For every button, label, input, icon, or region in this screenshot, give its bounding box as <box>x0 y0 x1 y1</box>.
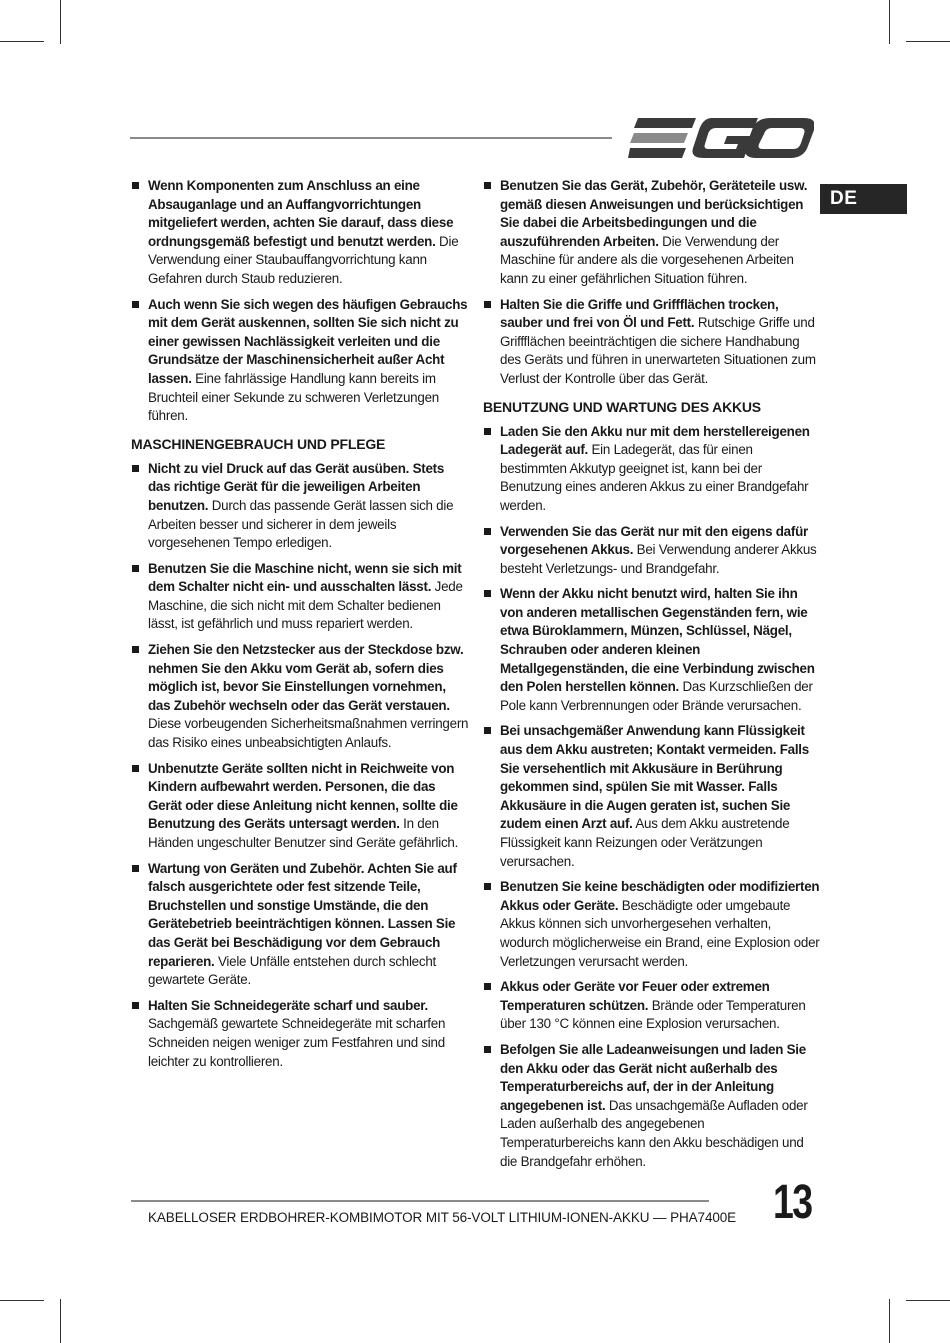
item-text: Ein Ladegerät, das für einen bestimmten Akkutyp geeignet ist, kann bei der Benutzung eines anderen Akkus zu einer Brandgefahr werden. <box>500 442 809 513</box>
item-bold-text: Nicht zu viel Druck auf das Gerät ausüben. Stets das richtige Gerät für die jeweiligen Arbeiten benutzen. <box>148 460 445 513</box>
square-bullet-icon <box>484 528 491 535</box>
square-bullet-icon <box>132 565 139 572</box>
square-bullet-icon <box>484 182 491 189</box>
item-bold-text: Halten Sie Schneidegeräte scharf und sauber. <box>148 997 428 1013</box>
item-bold-text: Laden Sie den Akku nur mit dem herstellereigenen Ladegerät auf. <box>500 423 810 458</box>
item-text: Diese vorbeugenden Sicherheitsmaßnahmen verringern das Risiko eines unbeabsichtigten Anlaufs. <box>148 716 469 751</box>
item-text: Rutschige Griffe und Griffflächen beeinträchtigen die sichere Handhabung des Geräts und führen in unerwarteten Situationen zum Verlust der Kontrolle über das Gerät. <box>500 315 816 386</box>
item-text: Sachgemäß gewartete Schneidegeräte mit scharfen Schneiden neigen weniger zum Festfahren und sind leichter zu kontrollieren. <box>148 1016 446 1069</box>
list-item <box>483 722 821 871</box>
right-column <box>483 177 821 1178</box>
list-item <box>483 878 821 971</box>
logo-o <box>745 118 814 158</box>
square-bullet-icon <box>132 646 139 653</box>
item-bold-text: Wenn Komponenten zum Anschluss an eine Absauganlage und an Auffangvorrichtungen mitgeliefert werden, achten Sie darauf, dass diese ordnungsgemäß befestigt und benutzt werden. <box>148 178 454 249</box>
list-item <box>131 641 469 753</box>
crop-mark <box>889 0 890 44</box>
item-text: Beschädigte oder umgebaute Akkus können sich unvorhergesehen verhalten, wodurch möglicherweise ein Brand, eine Explosion oder Verletzungen verursacht werden. <box>500 897 820 969</box>
square-bullet-icon <box>484 301 491 308</box>
item-bold-text: Wartung von Geräten und Zubehör. Achten Sie auf falsch ausgerichtete oder fest sitzende Teile, Bruchstellen und sonstige Umstände, die den Gerätebetrieb beeinträchtigen können. Lassen Sie das Gerät bei Beschädigung vor dem Gebrauch reparieren. <box>148 860 457 969</box>
logo-e-bar <box>630 133 688 143</box>
crop-mark <box>889 1299 890 1343</box>
ego-logo <box>628 116 814 160</box>
item-bold-text: Halten Sie die Griffe und Griffflächen trocken, sauber und frei von Öl und Fett. <box>500 296 779 331</box>
list-item <box>483 177 821 289</box>
square-bullet-icon <box>484 883 491 890</box>
language-tab: DE <box>820 184 907 214</box>
item-text: Das unsachgemäße Aufladen oder Laden außerhalb des angegebenen Temperaturbereichs kann den Akku beschädigen und die Brandgefahr erhöhen. <box>500 1097 808 1169</box>
list-item <box>131 560 469 634</box>
item-bold-text: Ziehen Sie den Netzstecker aus der Steckdose bzw. nehmen Sie den Akku vom Gerät ab, sofern dies möglich ist, bevor Sie Einstellungen vornehmen, das Zubehör wechseln oder das Gerät verstauen. <box>148 642 464 713</box>
item-text: Durch das passende Gerät lassen sich die Arbeiten besser und sicherer in dem jeweils vorgesehenen Tempo erledigen. <box>148 497 454 551</box>
square-bullet-icon <box>132 1002 139 1009</box>
bullet-list <box>483 423 821 1172</box>
item-text: Das Kurzschließen der Pole kann Verbrennungen oder Brände verursachen. <box>500 679 813 713</box>
item-bold-text: Benutzen Sie keine beschädigten oder modifizierten Akkus oder Geräte. <box>500 879 820 913</box>
crop-mark <box>0 41 44 42</box>
crop-mark <box>60 1299 61 1343</box>
item-bold-text: Auch wenn Sie sich wegen des häufigen Gebrauchs mit dem Gerät auskennen, sollten Sie sich nicht zu einer gewissen Nachlässigkeit verleiten und die Grundsätze der Maschinensicherheit außer Acht lassen. <box>148 296 468 386</box>
list-item <box>131 760 469 853</box>
header-rule <box>130 137 612 139</box>
list-item <box>131 997 469 1071</box>
logo-text: EGO <box>628 116 631 117</box>
item-text: Viele Unfälle entstehen durch schlecht gewartete Geräte. <box>148 953 436 988</box>
logo-e-bar <box>628 148 686 158</box>
crop-mark <box>906 41 950 42</box>
item-text: Jede Maschine, die sich nicht mit dem Schalter bedienen lässt, ist gefährlich und muss repariert werden. <box>148 579 463 632</box>
item-bold-text: Bei unsachgemäßer Anwendung kann Flüssigkeit aus dem Akku austreten; Kontakt vermeiden. Falls Sie versehentlich mit Akkusäure in Berührung gekommen sind, spülen Sie mit Wasser. Falls Akkusäure in die Augen geraten ist, suchen Sie zudem einen Arzt auf. <box>500 723 809 832</box>
list-item <box>483 978 821 1034</box>
item-text: In den Händen ungeschulter Benutzer sind Geräte gefährlich. <box>148 816 459 850</box>
square-bullet-icon <box>132 765 139 772</box>
item-bold-text: Verwenden Sie das Gerät nur mit den eigens dafür vorgesehenen Akkus. <box>500 523 808 558</box>
square-bullet-icon <box>132 182 139 189</box>
bullet-list <box>131 177 469 426</box>
item-bold-text: Wenn der Akku nicht benutzt wird, halten Sie ihn von anderen metallischen Gegenständen fern, wie etwa Büroklammern, Münzen, Schlüssel, Nägel, Schrauben oder anderen kleinen Metallgegenständen, die eine Verbindung zwischen den Polen herstellen können. <box>500 586 815 695</box>
crop-mark <box>60 0 61 44</box>
footer-title: KABELLOSER ERDBOHRER-KOMBIMOTOR MIT 56-VOLT LITHIUM-IONEN-AKKU — PHA7400E <box>148 1210 737 1225</box>
list-item <box>131 460 469 553</box>
list-item <box>483 585 821 715</box>
square-bullet-icon <box>484 590 491 597</box>
square-bullet-icon <box>484 983 491 990</box>
square-bullet-icon <box>484 1046 491 1053</box>
page-number: 13 <box>773 1176 812 1229</box>
list-item <box>483 1041 821 1171</box>
list-item <box>131 177 469 289</box>
list-item <box>131 296 469 426</box>
list-item <box>483 296 821 389</box>
square-bullet-icon <box>132 301 139 308</box>
item-text: Bei Verwendung anderer Akkus besteht Verletzungs- und Brandgefahr. <box>500 542 817 576</box>
list-item <box>483 523 821 579</box>
square-bullet-icon <box>132 865 139 872</box>
item-text: Eine fahrlässige Handlung kann bereits im Bruchteil einer Sekunde zu schweren Verletzungen führen. <box>148 370 439 424</box>
left-column <box>131 177 469 1078</box>
section-heading: MASCHINENGEBRAUCH UND PFLEGE <box>131 435 386 452</box>
item-text: Aus dem Akku austretende Flüssigkeit kann Reizungen oder Verätzungen verursachen. <box>500 816 790 869</box>
crop-mark <box>906 1300 950 1301</box>
square-bullet-icon <box>484 428 491 435</box>
logo-e-bar <box>634 118 696 128</box>
item-text: Brände oder Temperaturen über 130 °C können eine Explosion verursachen. <box>500 997 806 1032</box>
item-bold-text: Unbenutzte Geräte sollten nicht in Reichweite von Kindern aufbewahrt werden. Personen, die das Gerät oder diese Anleitung nicht kennen, sollte die Benutzung des Geräts untersagt werden. <box>148 760 458 832</box>
square-bullet-icon <box>132 465 139 472</box>
section-heading: BENUTZUNG UND WARTUNG DES AKKUS <box>483 398 761 415</box>
item-bold-text: Benutzen Sie die Maschine nicht, wenn sie sich mit dem Schalter nicht ein- und ausschalten lässt. <box>148 560 462 595</box>
list-item <box>483 423 821 516</box>
item-text: Die Verwendung der Maschine für andere als die vorgesehenen Arbeiten kann zu einer gefährlichen Situation führen. <box>500 233 794 286</box>
bullet-list <box>483 177 821 389</box>
list-item <box>131 860 469 990</box>
square-bullet-icon <box>484 727 491 734</box>
bullet-list <box>131 460 469 1071</box>
item-bold-text: Benutzen Sie das Gerät, Zubehör, Geräteteile usw. gemäß diesen Anweisungen und berücksichtigen Sie dabei die Arbeitsbedingungen und die auszuführenden Arbeiten. <box>500 178 808 249</box>
item-bold-text: Akkus oder Geräte vor Feuer oder extremen Temperaturen schützen. <box>500 979 770 1013</box>
crop-mark <box>0 1300 44 1301</box>
item-text: Die Verwendung einer Staubauffangvorrichtung kann Gefahren durch Staub reduzieren. <box>148 233 459 286</box>
footer-rule <box>131 1200 709 1202</box>
item-bold-text: Befolgen Sie alle Ladeanweisungen und laden Sie den Akku oder das Gerät nicht außerhalb des Temperaturbereichs auf, der in der Anleitung angegebenen ist. <box>500 1041 806 1113</box>
